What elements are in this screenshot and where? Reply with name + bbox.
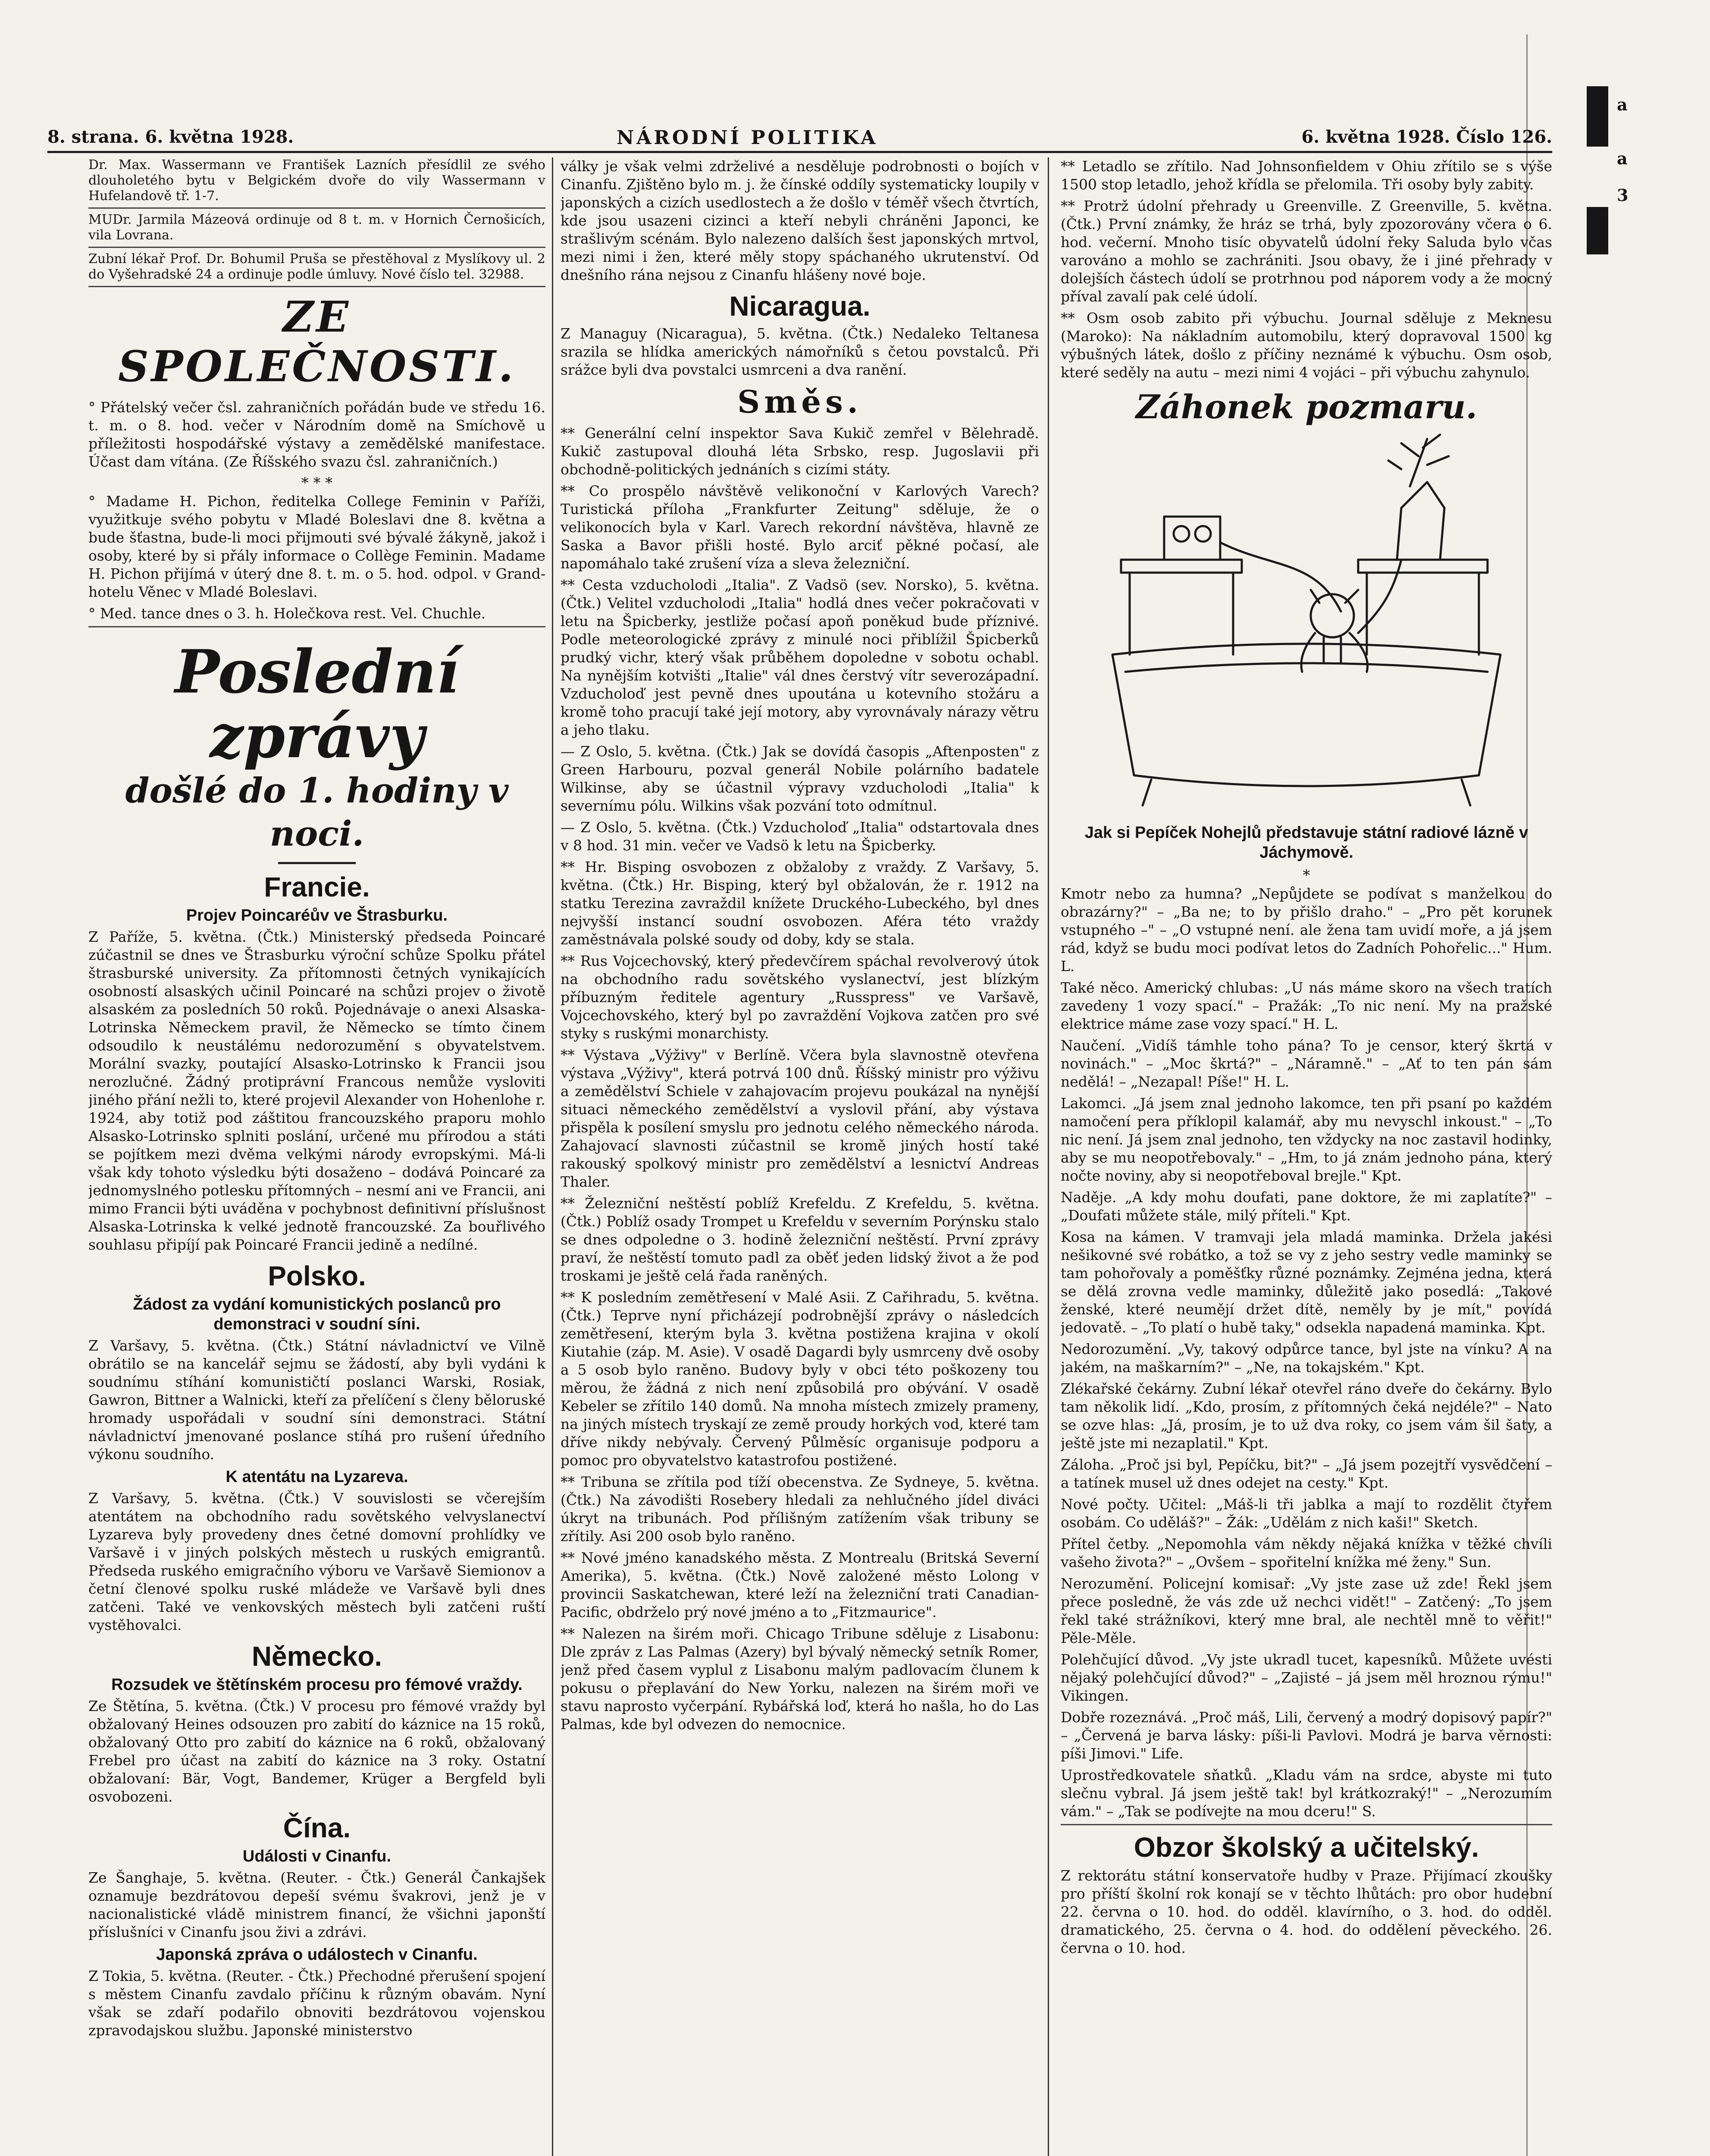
column-rule [1048,157,1049,2156]
society-section-title: ZE SPOLEČNOSTI. [118,292,516,392]
news-item: ** Hr. Bisping osvobozen z obžaloby z vraždy. Z Varšavy, 5. května. (Čtk.) Hr. Bisping, který byl obžalován, že r. 1912 na statku Terezina zavraždil knížete Druckého-Lubeckého, byl dnes nejvyšší instancí soudní osvobozen. Aféra této vraždy zaměstnávala polské soudy od doby, kdy se stala. [561,859,1039,948]
header-page-date: 8. strana. 6. května 1928. [47,127,294,147]
article-headline: Rozsudek ve štětínském procesu pro fémové vraždy. [111,1676,523,1694]
joke: Naučení. „Vidíš támhle toho pána? To je censor, který škrtá v novinách." – „Moc škrtá?" – „Náramně." – „Ať to ten pán sám nedělá! – „Nezapal! Píše!" H. L. [1061,1037,1552,1090]
news-item: ** Nové jméno kanadského města. Z Montrealu (Britská Severní Amerika), 5. května. (Čtk.) Nově založené město Lolong v provincii Saskatchewan, které leží na železniční trati Canadian-Pacific, obdrželo prý nové jméno a to „Fitzmaurice". [561,1549,1039,1620]
miscellany-title: Směs. [737,383,862,420]
notice: MUDr. Jarmila Mázeová ordinuje od 8 t. m. v Hornich Černošicích, vila Lovrana. [88,212,545,243]
joke: Uprostředkovatele sňatků. „Kladu vám na srdce, abyste mi tuto slečnu vybral. Já jsem ještě tak! byl krátkozraký!" – „Nerozumím vám." – „Tak se podívejte na mou dceru!" S. [1061,1767,1552,1820]
article-text: Z Paříže, 5. května. (Čtk.) Ministerský předseda Poincaré zúčastnil se dnes ve Štrasburku výroční schůze Spolku přátel štrasburské university. Za přítomnosti četných vynikajících osobností alsaských učinil Poincaré na schůzi projev o životě alsaském za posledních 50 roků. Pojednávaje o anexi Alsaska-Lotrinska Německem pravil, že Německo se tímto činem odsoudilo k neustálému nedorozumění s obyvatelstvem. Morální svazky, poutající Alsasko-Lotrinsko k Francii jsou nerozlučné. Žádný protiprávní Francous nemůže vysloviti jiného přání nežli to, které projevil Alexander von Hohenlohe r. 1924, aby totiž pod záštitou francouzského praporu mohlo Alsasko-Lotrinsko splniti poslání, určené mu přírodou a státi se pojítkem mezi dvěma velkými národy evropskými. Má-li však kdy tohoto výsledku býti dosaženo – dodává Poincaré za jednomyslného potlesku přítomných – nesmí ani ve Francii, ani mimo Francii býti uváděna v pochybnost definitivní příslušnost Alsaska-Lotrinska k velké jednotě francouzské. Za bouřlivého souhlasu připíjí pak Poincaré Francii jedině a nedílné. [88,928,545,1253]
article-text: Ze Šanghaje, 5. května. (Reuter. - Čtk.) Generál Čankajšek oznamuje bezdrátovou depeší svému švakrovi, jenž je v nacionalistické vládě ministrem financí, že všichni japonští příslušníci v Cinanfu jsou živi a zdrávi. [88,1869,545,1940]
country-heading: Francie. [264,871,370,903]
news-item: ** Protrž údolní přehrady u Greenville. Z Greenville, 5. května. (Čtk.) První známky, že hráz se trhá, byly zpozorovány včera o 6. hod. večerní. Mnoho tisíc obyvatelů údolní řeky Saluda bylo včas varováno a mohlo se zachrániti. Jsou obavy, že i jiné přehrady v dolejších částech údolí se protrhnou pod náporem vody a že mocný příval zavalí pak celé údolí. [1061,197,1552,305]
column-3 [1061,157,1552,2156]
divider [88,626,545,627]
divider [88,247,545,248]
school-section-title: Obzor školský a učitelský. [1134,1832,1479,1863]
side-tab-letter: a [1617,95,1628,114]
separator-star: * [1303,867,1310,884]
article-text: války je však velmi zdrželivé a nesděluje podrobnosti o bojích v Cinanfu. Zjištěno bylo m. j. že čínské oddíly systematicky loupily v japonských a cizích usedlostech a že došlo v téměř všech čtvrtích, kde jsou usazeni cizinci a kteří nebyli chráněni Japonci, ke strašlivým scénám. Bylo nalezeno dalších šest japonských mrtvol, mezi nimi i žen, které měly stopy spáchaného ukrutenství. Od dnešního rána nejsou z Cinanfu hlášeny nové boje. [561,158,1039,283]
joke: Přítel četby. „Nepomohla vám někdy nějaká knížka v těžké chvíli vašeho života?" – „Ovšem – spořitelní knížka mé ženy." Sun. [1061,1536,1552,1570]
news-item: ** Železniční neštěstí poblíž Krefeldu. Z Krefeldu, 5. května. (Čtk.) Poblíž osady Trompet u Krefeldu v severním Porýnsku stalo se dnes odpoledne o 3. hodině železniční neštěstí. První zprávy praví, že neštěstí tomuto padl za oběť jeden lidský život a že pod troskami je ještě celá řada raněných. [561,1195,1039,1284]
joke: Také něco. Americký chlubas: „U nás máme skoro na všech tratích zavedeny 1 vozy spací." – Pražák: „To nic není. My na pražské elektrice máme zase vozy spací." H. L. [1061,979,1552,1032]
news-item: ** Generální celní inspektor Sava Kukič zemřel v Bělehradě. Kukič zastupoval dlouhá léta Srbsko, resp. Jugoslavii při obchodně-politických jednáních s cizími státy. [561,425,1039,478]
divider [1061,1824,1552,1825]
joke: Nerozumění. Policejní komisař: „Vy jste zase už zde! Řekl jsem přece posledně, že vás zde už nechci vidět!" – Zatčený: „To jsem řekl také strážníkovi, který mne bral, ale nechtěl mně to věřit!" Pěle-Měle. [1061,1575,1552,1646]
society-item: ° Med. tance dnes o 3. h. Holečkova rest. Vel. Chuchle. [88,605,486,622]
column-rule [552,157,553,2156]
article-headline: K atentátu na Lyzareva. [225,1468,408,1486]
column-1 [88,157,545,2156]
country-heading: Německo. [251,1641,382,1672]
side-tab-letter: 3 [1617,185,1629,205]
joke: Polehčující důvod. „Vy jste ukradl tucet, kapesníků. Můžete uvésti nějaký polehčující důvod?" – „Zajisté – já jsem měl hroznou rýmu!" Vikingen. [1061,1651,1552,1704]
news-item: ** Cesta vzducholodi „Italia". Z Vadsö (sev. Norsko), 5. května. (Čtk.) Velitel vzducholodi „Italia" hodlá dnes večer pokračovati v letu na Špicberky, jestliže počasí apoň poněkud bude příznivé. Podle meteorologické zprávy z minulé noci přiblížil Špicberků prudký vichr, který však průběhem dopoledne v sobotu ochabl. Na nynějším kotvišti „Italie" vál dnes čerstvý vítr severozápadní. Vzducholoď jest pevně dnes upoutána u kotevního stožáru a kromě toho pracují také její motory, aby vyrovnávaly nárazy větru a jeho tlaku. [561,577,1039,738]
news-item: — Z Oslo, 5. května. (Čtk.) Vzducholoď „Italia" odstartovala dnes v 8 hod. 31 min. večer ve Vadsö k letu na Špicberky. [561,819,1039,854]
notice: Zubní lékař Prof. Dr. Bohumil Pruša se přestěhoval z Myslíkovy ul. 2 do Vyšehradské 24 a ordinuje podle úmluvy. Nové číslo tel. 32988. [88,251,545,282]
latest-news-subtitle: došlé do 1. hodiny v noci. [125,770,509,854]
article-text: Z rektorátu státní konservatoře hudby v Praze. Přijímací zkoušky pro příští školní rok konají se v těchto lhůtách: pro obor hudební 22. června o 10. hod. do odděl. klavírního, o 3. hod. do odděl. dramatického, 25. června o 4. hod. do oddělení pěveckého. 26. června o 10. hod. [1061,1867,1552,1956]
column-2 [561,157,1039,2156]
joke: Záloha. „Proč jsi byl, Pepíčku, bit?" – „Já jsem pozejtří vysvědčení – a tatínek musel už dnes odejet na cesty." Kpt. [1061,1456,1552,1491]
article-text: Z Tokia, 5. května. (Reuter. - Čtk.) Přechodné přerušení spojení s městem Cinanfu zavdalo příčinu k různým obavám. Nyní však se zdaří podařilo obnoviti bezdrátovou vojenskou zpravodajskou službu. Japonské ministerstvo [88,1968,545,2039]
header-issue: 6. května 1928. Číslo 126. [1301,127,1552,147]
humor-section-title: Záhonek pozmaru. [1136,388,1477,426]
country-heading: Nicaragua. [729,291,871,322]
separator-stars: * * * [301,474,333,492]
news-item: ** Výstava „Výživy" v Berlíně. Včera byla slavnostně otevřena výstava „Výživy", která potrvá 100 dnů. Říšský ministr pro výživu a zemědělství Schiele v zahajovacím projevu poukázal na nynější situaci německého zemědělství a vyslovil přání, aby výstava přispěla k posílení smyslu pro jednotu celého německého národa. Zahajovací slavnosti zúčastnil se kromě jiných hostí také rakouský spolkový ministr pro zemědělství a lesnictví Andreas Thaler. [561,1047,1039,1190]
joke: Nedorozumění. „Vy, takový odpůrce tance, byl jste na vínku? A na jakém, na maškarním?" – „Ne, na tokajském." Kpt. [1061,1341,1552,1376]
society-item: ° Madame H. Pichon, ředitelka College Feminin v Paříži, využitkuje svého pobytu v Mladé Boleslavi dne 8. května a bude šťastna, bude-li moci přijmouti své bývalé žákyně, jakož i osoby, které by si přály informace o Collège Feminin. Madame H. Pichon přijímá v úterý dne 8. t. m. o 5. hod. odpol. v Grand-hotelu Věnec v Mladé Boleslavi. [88,493,545,600]
news-item: ** Co prospělo návštěvě velikonoční v Karlových Varech? Turistická příloha „Frankfurter Zeitung" sděluje, že o velikonocích byla v Karl. Varech rekordní návštěva, hlavně ze Saska a Bavor přišli hosté. Bylo arciť pěkné počasí, ale napomáhalo také zrušení víza a sleva železniční. [561,483,1039,572]
news-item: ** Rus Vojcechovský, který předevčírem spáchal revolverový útok na obchodního radu sovětského vyslanectví, jest blízkým příbuzným ředitele agentury „Russpress" ve Varšavě, Vojcechovského, který byl po zavraždění Vojkova zatčen pro své styky s ruskými monarchisty. [561,953,1039,1042]
latest-news-title: Poslední zprávy [175,636,459,771]
article-text: Z Managuy (Nicaragua), 5. května. (Čtk.) Nedaleko Teltanesa srazila se hlídka amerických námořníků s četou povstalců. Při srážce byli dva povstalci usmrceni a dva ranění. [561,325,1039,378]
article-headline: Žádost za vydání komunistických poslanců pro demonstraci v soudní síni. [133,1295,501,1333]
news-item: ** Letadlo se zřítilo. Nad Johnsonfieldem v Ohiu zřítilo se s výše 1500 stop letadlo, jehož křídla se přelomila. Tři osoby byly zabity. [1061,158,1552,193]
country-heading: Čína. [283,1812,351,1843]
article-headline: Události v Cinanfu. [242,1847,391,1865]
divider [88,207,545,209]
index-tab-mark [1587,207,1608,254]
joke: Dobře rozeznává. „Proč máš, Lili, červený a modrý dopisový papír?" – „Červená je barva lásky: píši-li Pavlovi. Modrá je barva věrnosti: píši Jimovi." Life. [1061,1709,1552,1762]
cartoon-illustration [1099,430,1513,818]
news-item: — Z Oslo, 5. května. (Čtk.) Jak se dovídá časopis „Aftenposten" z Green Harbouru, pozval generál Nobile polárního badatele Wilkinse, aby se účastnil výpravy vzducholodi „Italia" k severnímu pólu. Wilkins však pozvání toto odmítnul. [561,743,1039,814]
joke: Kosa na kámen. V tramvaji jela mladá maminka. Držela jakési nešikovné své robátko, a tož se vy z jeho sestry vedle maminky se tam pohořovaly a poměšťky různé poznámky. Zejména jedna, která se dělá zrovna vedle maminky, důležitě jako posedlá: „Takové ženské, které neumějí držet dítě, neměly by je mít," povídá jedovatě. – „To platí o hubě taky," odsekla napadená maminka. Kpt. [1061,1228,1552,1336]
joke: Lakomci. „Já jsem znal jednoho lakomce, ten při psaní po každém namočení pera příklopil kalamář, aby mu nevyschl inkoust." – „To nic není. Já jsem znal jednoho, ten vždycky na noc zastavil hodinky, aby se mu neopotřebovaly." – „Hm, to já znám jednoho pána, který nočte noviny, aby si neopotřeboval brejle." Kpt. [1061,1095,1552,1184]
article-text: Z Varšavy, 5. května. (Čtk.) V souvislosti se včerejším atentátem na obchodního radu sovětského velvyslanectví Lyzareva byly provedeny dnes četné domovní prohlídky ve Varšavě i v jiných polských městech u ruských emigrantů. Předseda ruského emigračního výboru ve Varšavě Siemionov a četní členové spolku ruské mládeže ve Varšavě byli dnes zatčeni. Také ve venkovských městech byli zatčeni ruští vystěhovalci. [88,1490,545,1633]
news-item: ** Osm osob zabito při výbuchu. Journal sděluje z Meknesu (Maroko): Na nákladním automobilu, který dopravoval 1500 kg výbušných látek, došlo z příčiny neznámé k výbuchu. Osm osob, které seděly na autu – mezi nimi 4 vojáci – při výbuchu zahynulo. [1061,310,1552,381]
article-text: Z Varšavy, 5. května. (Čtk.) Státní návladnictví ve Vilně obrátilo se na kancelář sejmu se žádostí, aby byli vydáni k soudnímu stíhání komunističtí poslanci Warski, Rosiak, Gawron, Bittner a Walnicki, kteří za přelíčení s členy běloruské hromady uspořádali v soudní síni demonstraci. Státní návladnictví jmenované poslance stíhá pro rušení úředního výkonu soudního. [88,1337,545,1463]
header-masthead: NÁRODNÍ POLITIKA [617,127,878,149]
joke: Zlékařské čekárny. Zubní lékař otevřel ráno dveře do čekárny. Bylo tam několik lidí. „Kdo, prosím, z přítomných čeká nejdéle?" – Nato se ozve hlas: „Já, prosím, je to už dva roky, co jsem vám šil šaty, a ještě jste mi nezaplatil." Kpt. [1061,1380,1552,1451]
joke: Kmotr nebo za humna? „Nepůjdete se podívat s manželkou do obrazárny?" – „Ba ne; to by přišlo draho." – „Pro pět korunek vstupného –" – „O vstupné není. ale žena tam uvidí moře, a já jsem rád, když se budu moci podívat letos do Zadních Pohořelic..." Hum. L. [1061,885,1552,975]
country-heading: Polsko. [268,1260,366,1291]
side-tab-letter: a [1617,149,1628,168]
divider [278,862,356,864]
page-header [47,125,1552,153]
society-item: ° Přátelský večer čsl. zahraničních pořádán bude ve středu 16. t. m. o 8. hod. večer v Národním domě na Smíchově u příležitosti hospodářské výstavy a zemědělské manifestace. Účast dam vítána. (Ze Říšského svazu čsl. zahraničních.) [88,399,545,470]
divider [88,286,545,287]
notice: Dr. Max. Wassermann ve František Lazních přesídlil ze svého dlouholetého bytu v Belgickém dvoře do vily Wassermann v Hufelandově tř. 1-7. [88,157,545,204]
news-item: ** K posledním zemětřesení v Malé Asii. Z Cařihradu, 5. května. (Čtk.) Teprve nyní přicházejí podrobnější zprávy o následcích zemětřesení, kterým byla 3. května postižena krajina v okolí Kiutahie (záp. M. Asie). V osadě Dagardi byly usmrceny dvě osoby a 5 osob bylo raněno. Budovy byly v obci této poškozeny tou měrou, že žádná z nich není způsobilá pro obývání. V osadě Kebeler se zřítilo 140 domů. Na mnoha místech zmizely prameny, na jiných místech tryskají ze země proudy horkých vod, které tam dříve nikdy nebývaly. Červený Půlměsíc organisuje podporu a pomoc pro obyvatelstvo katastrofou postižené. [561,1289,1039,1469]
article-text: Ze Štětína, 5. května. (Čtk.) V procesu pro fémové vraždy byl obžalovaný Heines odsouzen pro zabití do káznice na 15 roků, obžalovaný Otto pro zabití do káznice na 6 roků, obžalovaný Frebel pro účast na zabití do káznice na 3 roky. Ostatní obžalovaní: Bär, Vogt, Bandemer, Krüger a Bergfeld byli osvobozeni. [88,1698,545,1805]
news-item: ** Tribuna se zřítila pod tíží obecenstva. Ze Sydneye, 5. května. (Čtk.) Na závodišti Rosebery hledali za nehlučného jídel diváci úkryt na tribunách. Pod přílišným zatížením však tribuny se zřítily. Asi 200 osob bylo raněno. [561,1473,1039,1545]
news-item: ** Nalezen na širém moři. Chicago Tribune sděluje z Lisabonu: Dle zpráv z Las Palmas (Azery) byl bývalý německý setník Romer, jenž před časem vyplul z Lisabonu malým padlovacím člunem k pokusu o přeplavání do New Yorku, nalezen na širém moři ve stavu naprosto vyčerpání. Rybářská loď, která ho našla, ho do Las Palmas, kde byl odvezen do nemocnice. [561,1625,1039,1733]
article-headline: Japonská zpráva o událostech v Cinanfu. [156,1946,478,1964]
joke: Naděje. „A kdy mohu doufati, pane doktore, že mi zaplatíte?" – „Doufati můžete stále, milý příteli." Kpt. [1061,1189,1552,1224]
article-headline: Projev Poincaréův ve Štrasburku. [186,906,448,924]
joke: Nové počty. Učitel: „Máš-li tři jablka a mají to rozdělit čtyřem osobám. Co uděláš?" – Žák: „Udělám z nich kaši!" Sketch. [1061,1496,1552,1531]
index-tab-mark [1587,86,1608,147]
cartoon-caption: Jak si Pepíček Nohejlů představuje státní radiové lázně v Jáchymově. [1084,824,1528,862]
